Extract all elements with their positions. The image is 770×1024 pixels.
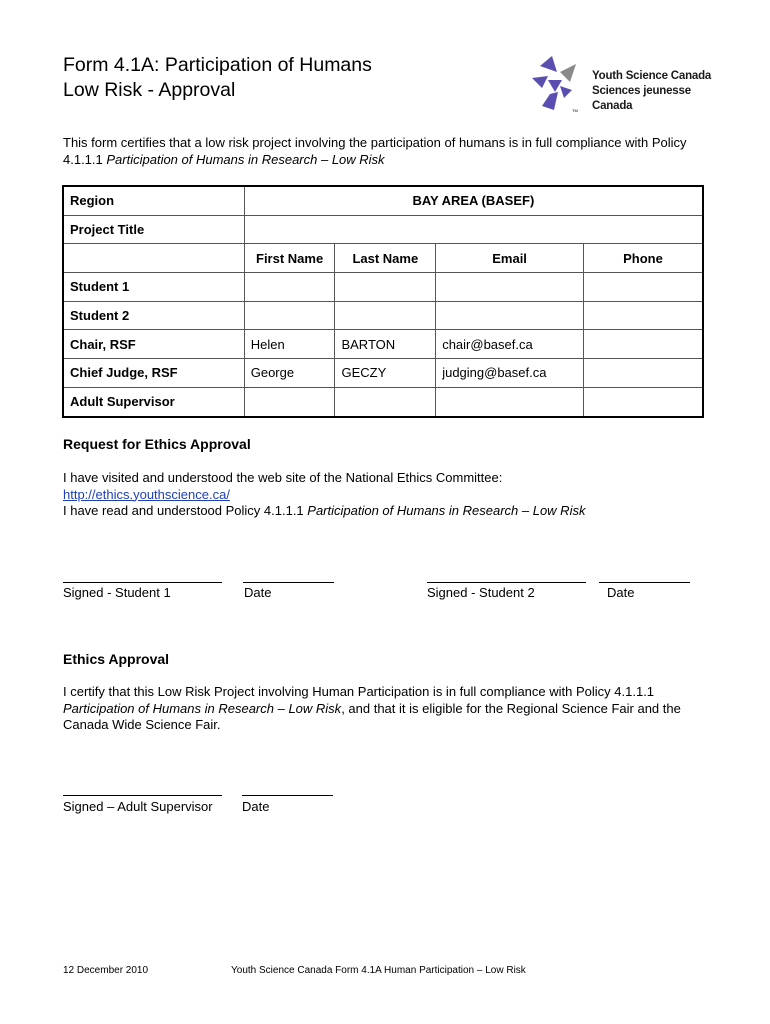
table-row: [63, 387, 703, 416]
project-title-row: [63, 215, 703, 244]
student-2-last-name[interactable]: [335, 301, 436, 330]
supervisor-signature-label: Signed – Adult Supervisor: [63, 799, 213, 814]
logo-trademark: TM: [572, 108, 578, 113]
logo-line-french: Sciences jeunesse Canada: [592, 85, 691, 112]
logo-line-english: Youth Science Canada: [592, 70, 712, 82]
request-line-1: I have visited and understood the web site of the National Ethics Committee:: [63, 470, 503, 485]
request-line-3: [63, 503, 713, 520]
student-1-email[interactable]: [436, 273, 584, 302]
participant-table: [62, 185, 704, 418]
request-heading: Request for Ethics Approval: [63, 436, 251, 452]
column-header-email: Email: [436, 244, 584, 273]
chair-email[interactable]: chair@basef.ca: [436, 330, 584, 359]
student-1-date-label: Date: [244, 585, 272, 600]
student-1-last-name[interactable]: [335, 273, 436, 302]
youth-science-canada-logo: [528, 52, 718, 114]
approval-heading: Ethics Approval: [63, 651, 170, 667]
column-header-row: [63, 244, 703, 273]
footer-form-name: Youth Science Canada Form 4.1A Human Participation – Low Risk: [231, 965, 526, 976]
supervisor-date-label: Date: [242, 799, 270, 814]
region-label: Region: [63, 186, 244, 215]
region-row: [63, 186, 703, 215]
chief-judge-email[interactable]: judging@basef.ca: [436, 359, 584, 388]
supervisor-signature-line[interactable]: [63, 795, 222, 796]
chief-judge-first-name[interactable]: George: [244, 359, 335, 388]
row-label-adult-supervisor: Adult Supervisor: [63, 387, 244, 416]
student-1-date-line[interactable]: [243, 582, 334, 583]
chair-first-name[interactable]: Helen: [244, 330, 335, 359]
student-2-email[interactable]: [436, 301, 584, 330]
student-2-signature-label: Signed - Student 2: [427, 585, 535, 600]
approval-policy-title: Participation of Humans in Research – Low Risk: [63, 700, 342, 716]
student-2-phone[interactable]: [583, 301, 703, 330]
table-row: [63, 301, 703, 330]
row-label-student-2: Student 2: [63, 301, 244, 330]
student-1-first-name[interactable]: [244, 273, 335, 302]
column-header-last-name: Last Name: [335, 244, 436, 273]
intro-paragraph: [63, 134, 713, 168]
star-logo-icon: [528, 52, 588, 114]
form-title: [63, 53, 372, 103]
region-value[interactable]: BAY AREA (BASEF): [244, 186, 703, 215]
chief-judge-last-name[interactable]: GECZY: [335, 359, 436, 388]
intro-text: This form certifies that a low risk project involving the participation of humans is in full compliance with Policy 4.1.1.1: [63, 135, 687, 167]
project-title-field[interactable]: [244, 215, 703, 244]
supervisor-last-name[interactable]: [335, 387, 436, 416]
student-2-date-line[interactable]: [599, 582, 690, 583]
student-2-signature-line[interactable]: [427, 582, 586, 583]
student-2-date-label: Date: [607, 585, 635, 600]
approval-text-end: , and that it is eligible for the Regional Science Fair and the Canada Wide Science Fair.: [63, 700, 681, 732]
request-line-3-policy: Participation of Humans in Research – Low Risk: [307, 503, 586, 518]
row-label-student-1: Student 1: [63, 273, 244, 302]
request-paragraph: [63, 470, 713, 520]
ethics-website-link[interactable]: http://ethics.youthscience.ca/: [63, 486, 230, 502]
column-header-first-name: First Name: [244, 244, 335, 273]
row-label-chief-judge: Chief Judge, RSF: [63, 359, 244, 388]
request-line-3-text: I have read and understood Policy 4.1.1.1: [63, 503, 308, 518]
project-title-label: Project Title: [63, 215, 244, 244]
column-header-phone: Phone: [583, 244, 703, 273]
student-1-signature-label: Signed - Student 1: [63, 585, 171, 600]
chief-judge-phone[interactable]: [583, 359, 703, 388]
supervisor-phone[interactable]: [583, 387, 703, 416]
supervisor-email[interactable]: [436, 387, 584, 416]
student-1-phone[interactable]: [583, 273, 703, 302]
approval-paragraph: [63, 684, 713, 734]
table-row: [63, 359, 703, 388]
logo-text: [592, 69, 718, 114]
form-title-line2: Low Risk - Approval: [63, 79, 236, 101]
intro-policy-title: Participation of Humans in Research – Low Risk: [106, 152, 385, 167]
table-row: [63, 330, 703, 359]
form-title-line1: Form 4.1A: Participation of Humans: [63, 54, 372, 76]
header-blank-cell: [63, 244, 244, 273]
supervisor-date-line[interactable]: [242, 795, 333, 796]
footer-date: 12 December 2010: [63, 965, 149, 976]
chair-phone[interactable]: [583, 330, 703, 359]
supervisor-first-name[interactable]: [244, 387, 335, 416]
approval-text-start: I certify that this Low Risk Project involving Human Participation is in full compliance with Policy 4.1.1.1: [63, 684, 655, 699]
student-1-signature-line[interactable]: [63, 582, 222, 583]
table-row: [63, 273, 703, 302]
chair-last-name[interactable]: BARTON: [335, 330, 436, 359]
student-2-first-name[interactable]: [244, 301, 335, 330]
row-label-chair: Chair, RSF: [63, 330, 244, 359]
